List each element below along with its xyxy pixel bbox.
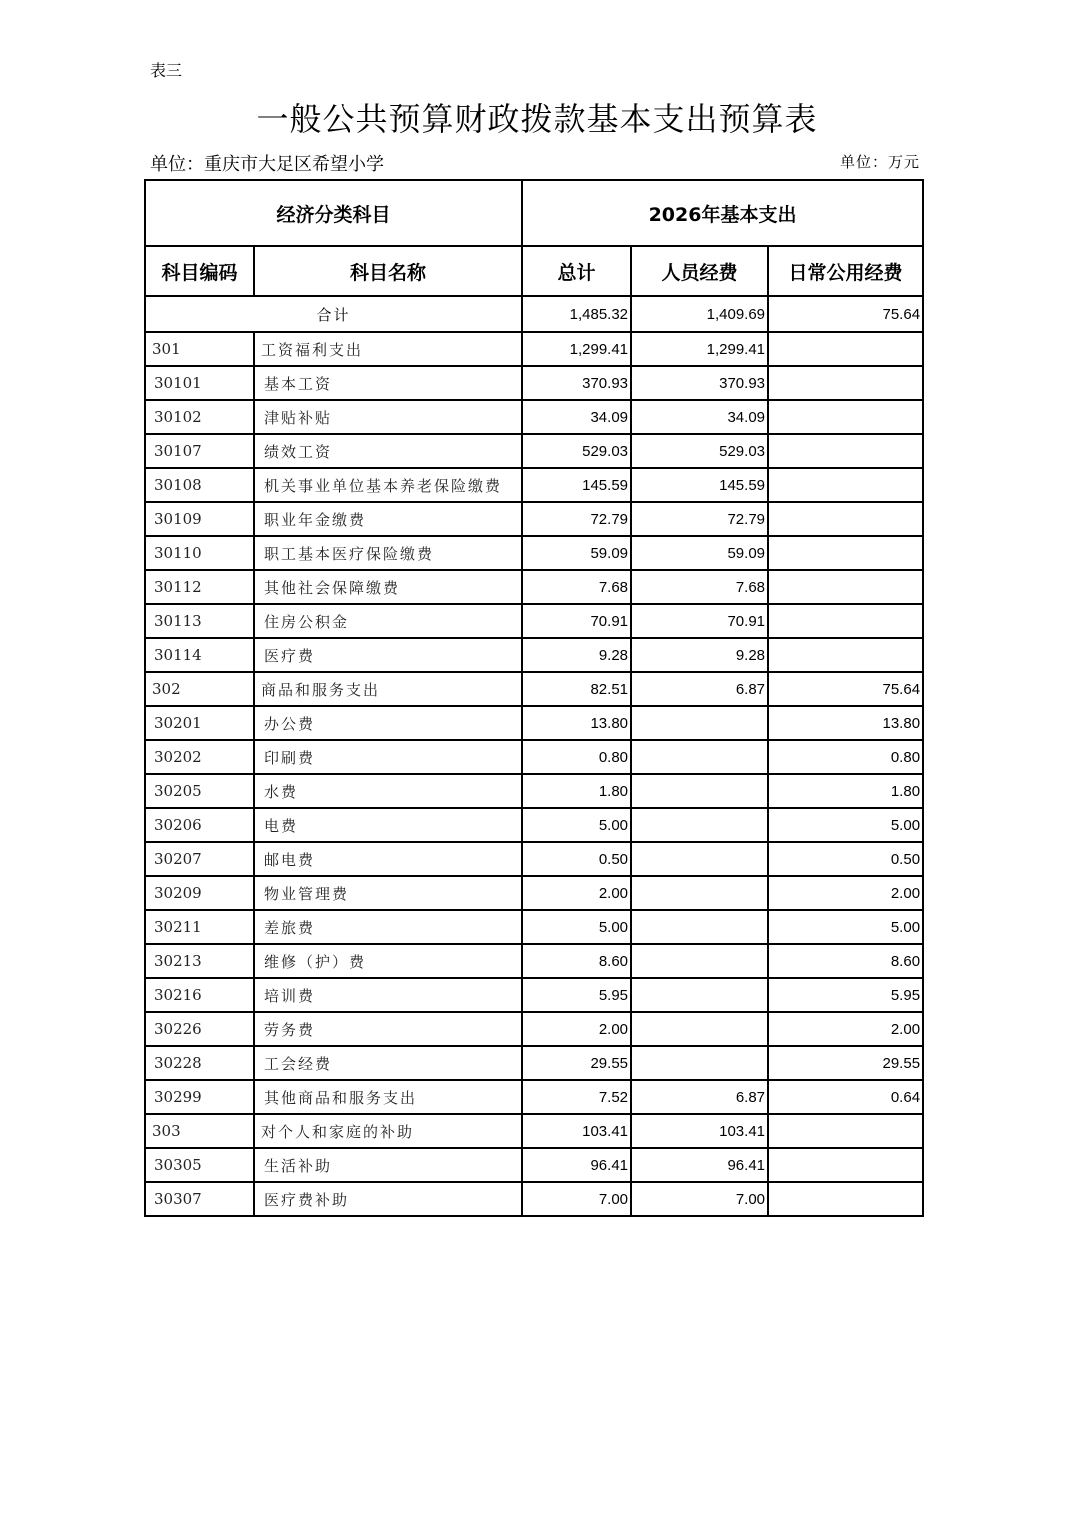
row-public — [768, 332, 923, 366]
table-row — [145, 400, 923, 434]
row-public — [768, 604, 923, 638]
row-code: 30109 — [145, 502, 254, 536]
row-total: 13.80 — [522, 706, 631, 740]
row-name: 电费 — [254, 808, 522, 842]
row-name: 医疗费补助 — [254, 1182, 522, 1216]
total-total: 1,485.32 — [522, 296, 631, 332]
row-code: 30205 — [145, 774, 254, 808]
row-code: 30201 — [145, 706, 254, 740]
row-personnel: 370.93 — [631, 366, 768, 400]
row-total: 7.52 — [522, 1080, 631, 1114]
row-total: 529.03 — [522, 434, 631, 468]
row-code: 30202 — [145, 740, 254, 774]
row-name: 物业管理费 — [254, 876, 522, 910]
row-name: 工会经费 — [254, 1046, 522, 1080]
row-personnel: 529.03 — [631, 434, 768, 468]
header-name: 科目名称 — [254, 246, 522, 296]
row-public: 29.55 — [768, 1046, 923, 1080]
row-personnel — [631, 808, 768, 842]
unit-currency: 单位：万元 — [839, 153, 920, 171]
row-public — [768, 1182, 923, 1216]
table-row — [145, 1046, 923, 1080]
table-row — [145, 604, 923, 638]
row-personnel: 145.59 — [631, 468, 768, 502]
table-row — [145, 910, 923, 944]
row-total: 145.59 — [522, 468, 631, 502]
row-public — [768, 570, 923, 604]
row-personnel: 59.09 — [631, 536, 768, 570]
row-public: 0.80 — [768, 740, 923, 774]
row-personnel: 96.41 — [631, 1148, 768, 1182]
row-total: 34.09 — [522, 400, 631, 434]
header-basic-expenditure: 2026年基本支出 — [522, 180, 923, 246]
row-personnel: 34.09 — [631, 400, 768, 434]
row-personnel — [631, 944, 768, 978]
row-personnel: 7.68 — [631, 570, 768, 604]
table-row — [145, 672, 923, 706]
row-code: 30226 — [145, 1012, 254, 1046]
row-total: 103.41 — [522, 1114, 631, 1148]
row-name: 劳务费 — [254, 1012, 522, 1046]
row-code: 30107 — [145, 434, 254, 468]
table-row — [145, 1114, 923, 1148]
row-code: 30216 — [145, 978, 254, 1012]
table-row — [145, 536, 923, 570]
row-personnel — [631, 740, 768, 774]
row-public: 8.60 — [768, 944, 923, 978]
table-row — [145, 502, 923, 536]
table-row — [145, 1012, 923, 1046]
unit-organization: 单位：重庆市大足区希望小学 — [150, 154, 384, 175]
table-row — [145, 332, 923, 366]
row-code: 30101 — [145, 366, 254, 400]
table-row — [145, 706, 923, 740]
row-public — [768, 1114, 923, 1148]
row-code: 30102 — [145, 400, 254, 434]
row-name: 机关事业单位基本养老保险缴费 — [254, 468, 522, 502]
row-personnel — [631, 978, 768, 1012]
row-code: 301 — [145, 332, 254, 366]
row-public — [768, 502, 923, 536]
table-row — [145, 808, 923, 842]
row-total: 0.50 — [522, 842, 631, 876]
row-total: 2.00 — [522, 1012, 631, 1046]
row-public: 13.80 — [768, 706, 923, 740]
row-name: 商品和服务支出 — [254, 672, 522, 706]
page-title: 一般公共预算财政拨款基本支出预算表 — [256, 100, 818, 138]
table-row — [145, 468, 923, 502]
row-total: 370.93 — [522, 366, 631, 400]
header-public: 日常公用经费 — [768, 246, 923, 296]
row-total: 1.80 — [522, 774, 631, 808]
row-name: 津贴补贴 — [254, 400, 522, 434]
row-personnel — [631, 910, 768, 944]
row-name: 住房公积金 — [254, 604, 522, 638]
total-label: 合计 — [145, 296, 522, 332]
row-name: 职业年金缴费 — [254, 502, 522, 536]
row-personnel: 6.87 — [631, 672, 768, 706]
row-name: 基本工资 — [254, 366, 522, 400]
row-code: 30112 — [145, 570, 254, 604]
row-public: 1.80 — [768, 774, 923, 808]
table-row — [145, 774, 923, 808]
row-personnel: 72.79 — [631, 502, 768, 536]
row-name: 生活补助 — [254, 1148, 522, 1182]
row-public: 5.95 — [768, 978, 923, 1012]
table-row — [145, 366, 923, 400]
row-public — [768, 400, 923, 434]
row-total: 59.09 — [522, 536, 631, 570]
row-name: 绩效工资 — [254, 434, 522, 468]
row-code: 30228 — [145, 1046, 254, 1080]
row-public: 2.00 — [768, 1012, 923, 1046]
row-personnel: 103.41 — [631, 1114, 768, 1148]
row-code: 30108 — [145, 468, 254, 502]
row-code: 30211 — [145, 910, 254, 944]
row-public — [768, 366, 923, 400]
row-name: 培训费 — [254, 978, 522, 1012]
row-name: 水费 — [254, 774, 522, 808]
table-row — [145, 876, 923, 910]
row-public: 5.00 — [768, 808, 923, 842]
row-public: 75.64 — [768, 672, 923, 706]
row-total: 72.79 — [522, 502, 631, 536]
row-code: 30110 — [145, 536, 254, 570]
row-personnel — [631, 876, 768, 910]
row-total: 82.51 — [522, 672, 631, 706]
row-public — [768, 1148, 923, 1182]
row-total: 7.00 — [522, 1182, 631, 1216]
row-name: 维修（护）费 — [254, 944, 522, 978]
row-code: 30305 — [145, 1148, 254, 1182]
row-code: 30206 — [145, 808, 254, 842]
row-code: 30209 — [145, 876, 254, 910]
row-name: 职工基本医疗保险缴费 — [254, 536, 522, 570]
row-total: 9.28 — [522, 638, 631, 672]
row-name: 印刷费 — [254, 740, 522, 774]
row-public — [768, 434, 923, 468]
row-name: 差旅费 — [254, 910, 522, 944]
row-code: 302 — [145, 672, 254, 706]
row-code: 30114 — [145, 638, 254, 672]
row-code: 30207 — [145, 842, 254, 876]
row-code: 30213 — [145, 944, 254, 978]
row-code: 30307 — [145, 1182, 254, 1216]
row-name: 医疗费 — [254, 638, 522, 672]
row-personnel: 70.91 — [631, 604, 768, 638]
row-total: 70.91 — [522, 604, 631, 638]
row-personnel — [631, 774, 768, 808]
row-name: 邮电费 — [254, 842, 522, 876]
header-economic-classification: 经济分类科目 — [145, 180, 522, 246]
row-personnel: 6.87 — [631, 1080, 768, 1114]
row-total: 5.00 — [522, 808, 631, 842]
row-personnel — [631, 1012, 768, 1046]
column-header-row — [145, 246, 923, 296]
header-total: 总计 — [522, 246, 631, 296]
row-personnel: 1,299.41 — [631, 332, 768, 366]
row-total: 0.80 — [522, 740, 631, 774]
row-total: 1,299.41 — [522, 332, 631, 366]
header-code: 科目编码 — [145, 246, 254, 296]
row-public — [768, 468, 923, 502]
total-personnel: 1,409.69 — [631, 296, 768, 332]
row-code: 303 — [145, 1114, 254, 1148]
row-name: 对个人和家庭的补助 — [254, 1114, 522, 1148]
row-name: 其他社会保障缴费 — [254, 570, 522, 604]
row-personnel — [631, 706, 768, 740]
row-name: 其他商品和服务支出 — [254, 1080, 522, 1114]
row-total: 2.00 — [522, 876, 631, 910]
row-public — [768, 536, 923, 570]
row-public: 0.50 — [768, 842, 923, 876]
group-header-row — [145, 180, 923, 246]
header-personnel: 人员经费 — [631, 246, 768, 296]
row-public — [768, 638, 923, 672]
row-total: 5.00 — [522, 910, 631, 944]
row-code: 30113 — [145, 604, 254, 638]
total-public: 75.64 — [768, 296, 923, 332]
table-row — [145, 638, 923, 672]
row-total: 5.95 — [522, 978, 631, 1012]
row-public: 2.00 — [768, 876, 923, 910]
row-total: 96.41 — [522, 1148, 631, 1182]
row-personnel: 9.28 — [631, 638, 768, 672]
table-row — [145, 570, 923, 604]
row-total: 8.60 — [522, 944, 631, 978]
row-public: 5.00 — [768, 910, 923, 944]
row-total: 29.55 — [522, 1046, 631, 1080]
total-row — [145, 296, 923, 332]
row-total: 7.68 — [522, 570, 631, 604]
table-row — [145, 842, 923, 876]
table-row — [145, 944, 923, 978]
table-row — [145, 1148, 923, 1182]
table-row — [145, 434, 923, 468]
table-row — [145, 1080, 923, 1114]
row-personnel — [631, 842, 768, 876]
row-personnel — [631, 1046, 768, 1080]
row-name: 办公费 — [254, 706, 522, 740]
table-label: 表三 — [150, 61, 183, 80]
row-code: 30299 — [145, 1080, 254, 1114]
row-public: 0.64 — [768, 1080, 923, 1114]
table-row — [145, 1182, 923, 1216]
table-row — [145, 740, 923, 774]
budget-table — [144, 179, 924, 1217]
row-name: 工资福利支出 — [254, 332, 522, 366]
table-row — [145, 978, 923, 1012]
row-personnel: 7.00 — [631, 1182, 768, 1216]
